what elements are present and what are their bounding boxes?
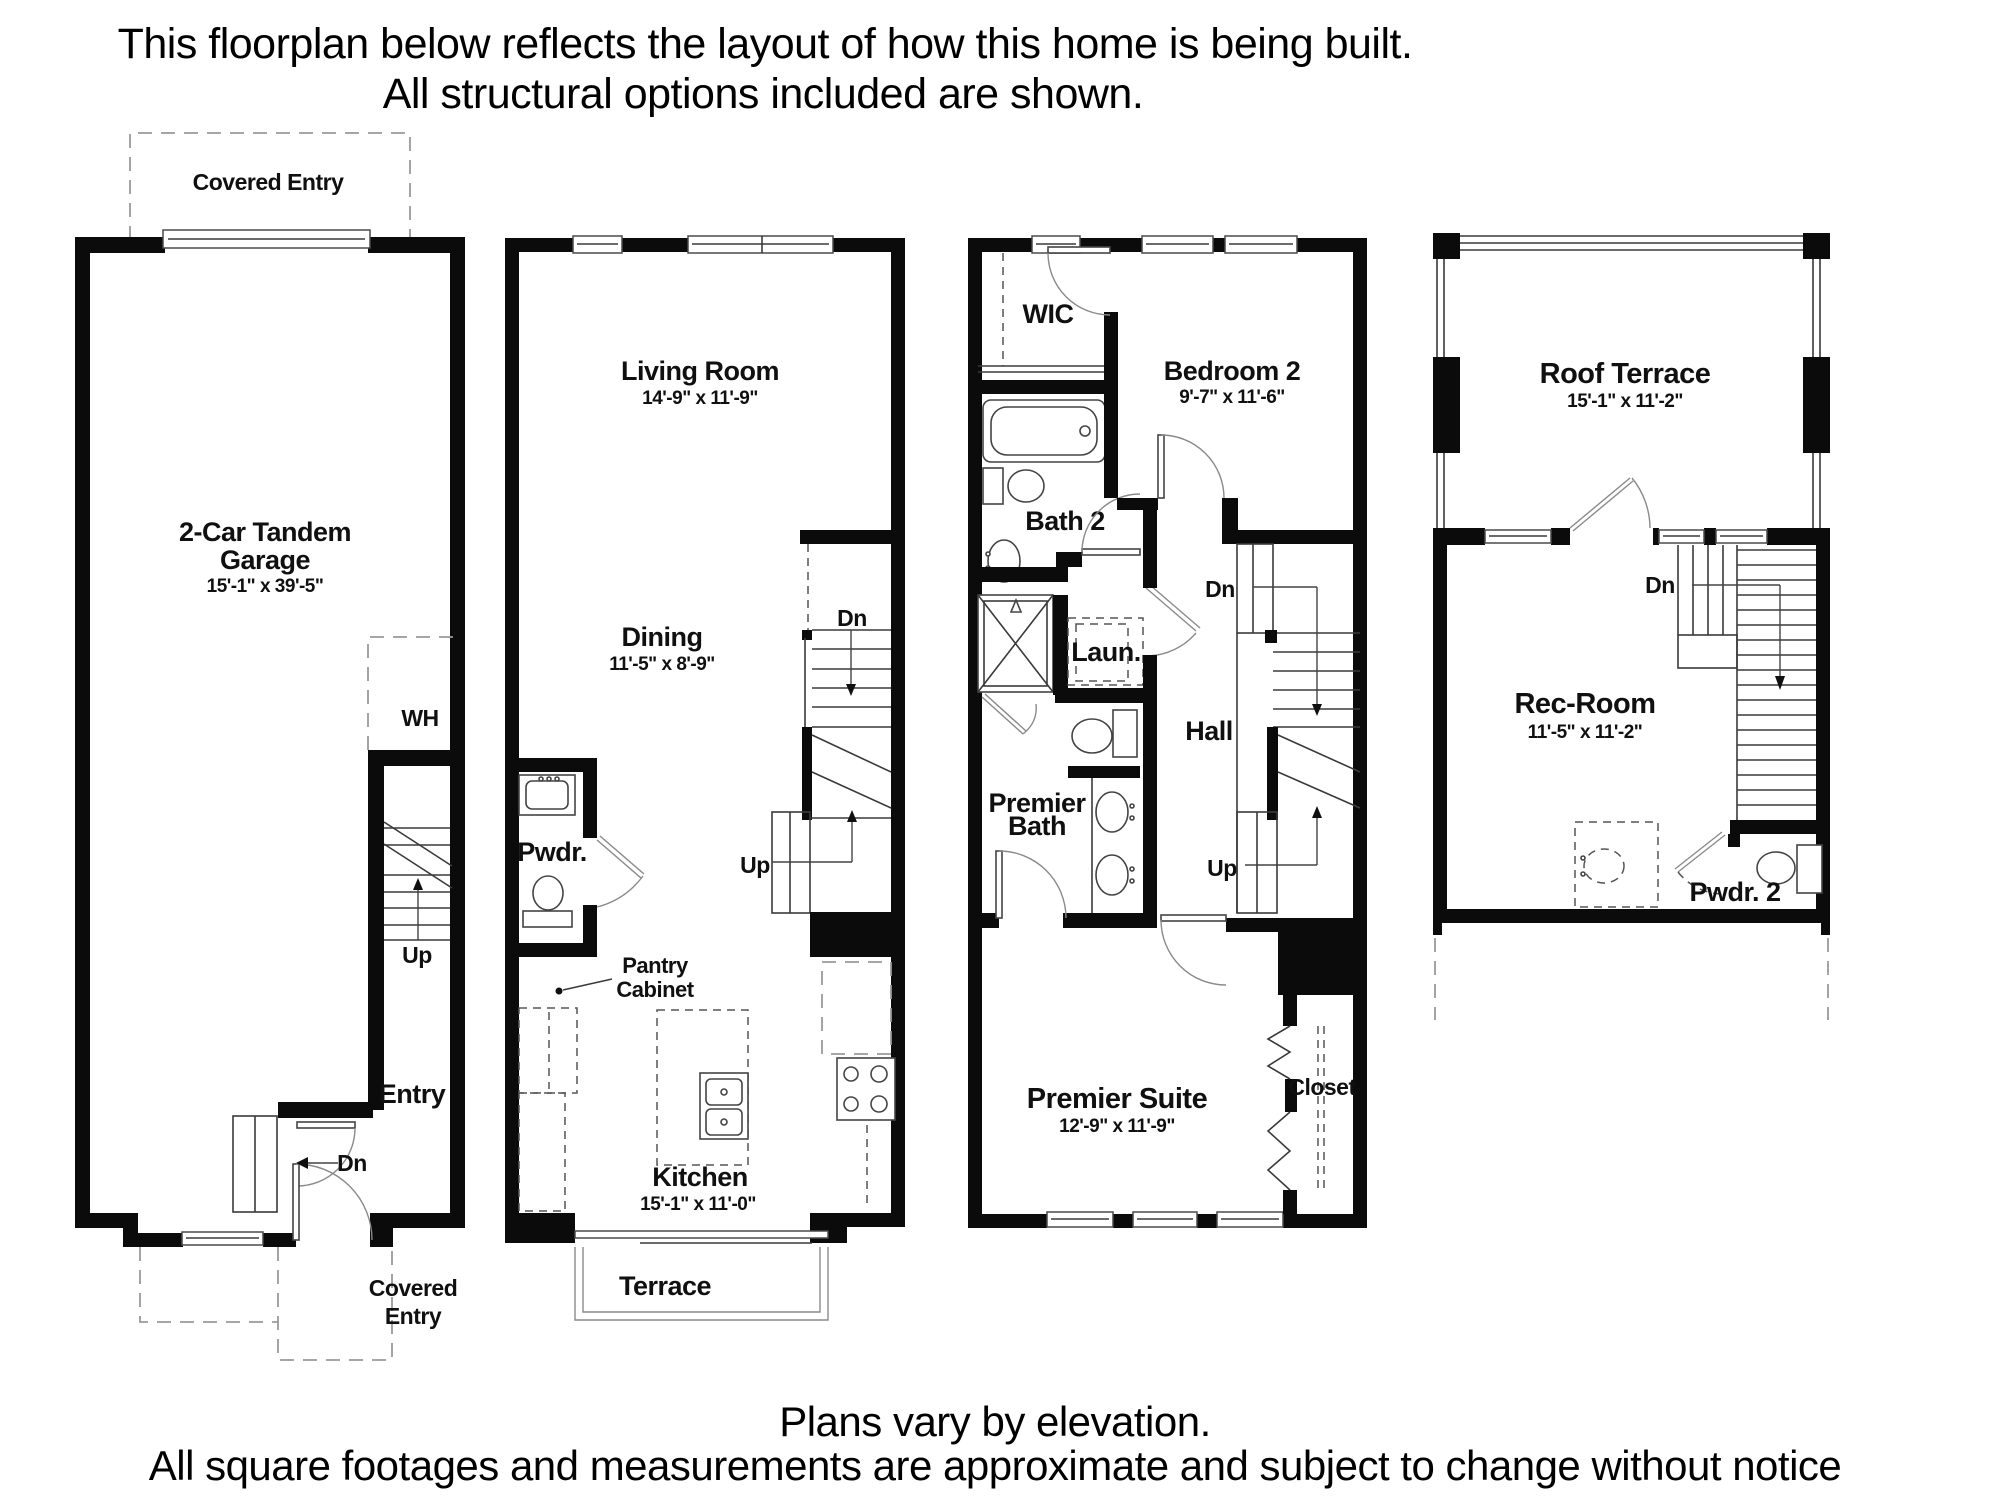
entry-dn-label: Dn: [337, 1150, 367, 1176]
fridge-space: [822, 962, 891, 1054]
kitchen-dim: 15'-1" x 11'-0": [640, 1194, 756, 1215]
kitchen-label: Kitchen: [652, 1162, 748, 1192]
garage-room-label: [179, 517, 351, 597]
pwdr2-label: Pwdr. 2: [1689, 877, 1781, 907]
roof-drop-lines: [1435, 938, 1828, 1020]
vanity-outline: [1575, 822, 1658, 907]
garage-name-line2: Garage: [219, 545, 311, 575]
premier-suite-label: Premier Suite: [1026, 1083, 1208, 1115]
living-room-dim: 14'-9" x 11'-9": [642, 388, 758, 409]
premier-suite: [1027, 995, 1357, 1214]
wic-label: WIC: [1022, 299, 1074, 329]
pwdr-label: Pwdr.: [517, 837, 587, 867]
floorplan-roof-level: [1420, 225, 1890, 1040]
roof-terrace-dim: 15'-1" x 11'-2": [1567, 391, 1683, 412]
bedroom2-dim: 9'-7" x 11'-6": [1179, 387, 1285, 408]
dining-label: Dining: [621, 622, 703, 652]
premier-bath-line2: Bath: [1008, 811, 1066, 841]
pantry-label-line2: Cabinet: [616, 977, 694, 1002]
bedroom2-label: Bedroom 2: [1163, 356, 1301, 386]
garage-up-label: Up: [402, 942, 432, 968]
covered-entry-bottom-line1: Covered: [368, 1275, 458, 1301]
rec-room-label: Rec-Room: [1514, 688, 1656, 720]
vanity-sink-icon: [1096, 855, 1134, 895]
bedroom-dn-label: Dn: [1205, 576, 1235, 602]
rec-room-dim: 11'-5" x 11'-2": [1527, 722, 1643, 743]
pantry-label-line1: Pantry: [622, 953, 688, 978]
hall-label: Hall: [1185, 716, 1233, 746]
covered-entry-top-label: Covered Entry: [192, 169, 344, 195]
premier-bath-line1: Premier: [988, 788, 1086, 818]
roof-stairs: [1645, 545, 1822, 847]
page-title-line1: This floorplan below reflects the layout of how this home is being built.: [117, 20, 1413, 68]
pantry-cabinet: [556, 953, 695, 1002]
tub-icon: [983, 400, 1105, 462]
water-heater-area: [368, 637, 458, 750]
laundry: [1053, 585, 1200, 703]
living-room-label: Living Room: [621, 356, 779, 386]
covered-entry-top: [130, 133, 410, 240]
footer-line1: Plans vary by elevation.: [779, 1398, 1211, 1445]
entry-label: Entry: [378, 1079, 446, 1109]
wh-label: WH: [401, 705, 439, 731]
bedroom-up-label: Up: [1207, 855, 1237, 881]
toilet-icon: [983, 468, 1044, 504]
dining-dim: 11'-5" x 8'-9": [609, 654, 715, 675]
sink-icon: [519, 775, 575, 815]
powder-room: [505, 758, 644, 957]
laundry-label: Laun.: [1071, 637, 1141, 667]
kitchen: [519, 962, 895, 1215]
main-top-windows: [573, 236, 833, 253]
roof-dn-label: Dn: [1645, 572, 1675, 598]
cooktop-icon: [837, 1058, 895, 1120]
bedroom-bottom-windows: [1047, 1212, 1283, 1227]
garage-name-line1: 2-Car Tandem: [178, 517, 352, 547]
covered-entry-bottom-line2: Entry: [384, 1303, 442, 1329]
terrace-lower-wall: [1433, 478, 1830, 545]
bath2-label: Bath 2: [1025, 506, 1105, 536]
sink-icon: [1584, 849, 1624, 883]
main-stairs: [740, 530, 891, 957]
footer-line2: All square footages and measurements are approximate and subject to change without notice: [148, 1442, 1842, 1489]
toilet-icon: [523, 876, 572, 927]
premier-suite-dim: 12'-9" x 11'-9": [1059, 1116, 1175, 1137]
toilet-icon: [1072, 710, 1137, 757]
main-dn-label: Dn: [837, 605, 867, 631]
roof-terrace-label: Roof Terrace: [1539, 358, 1711, 390]
garage-door-window: [163, 230, 370, 248]
island-sink-icon: [700, 1073, 748, 1139]
garage-dim: 15'-1" x 39'-5": [206, 576, 324, 597]
garage-bottom-window: [182, 1232, 263, 1245]
wic-closet: [968, 247, 1118, 394]
floorplan-bedroom-level: [955, 230, 1390, 1240]
suite-closet: [1268, 995, 1356, 1214]
hall: [1117, 435, 1278, 985]
terrace: [575, 1231, 828, 1320]
terrace-label: Terrace: [618, 1271, 712, 1301]
floorplan-main-level: [490, 225, 930, 1340]
covered-entry-bottom: [140, 1247, 457, 1360]
shower: [978, 595, 1053, 734]
page-title-line2: All structural options included are shown.: [382, 70, 1144, 118]
floorplan-garage-level: [60, 118, 480, 1380]
powder2: [1575, 822, 1822, 907]
main-up-label: Up: [740, 852, 770, 878]
closet-label: Closet: [1288, 1074, 1356, 1100]
vanity-sink-icon: [1096, 792, 1134, 832]
bath2: [968, 394, 1140, 582]
